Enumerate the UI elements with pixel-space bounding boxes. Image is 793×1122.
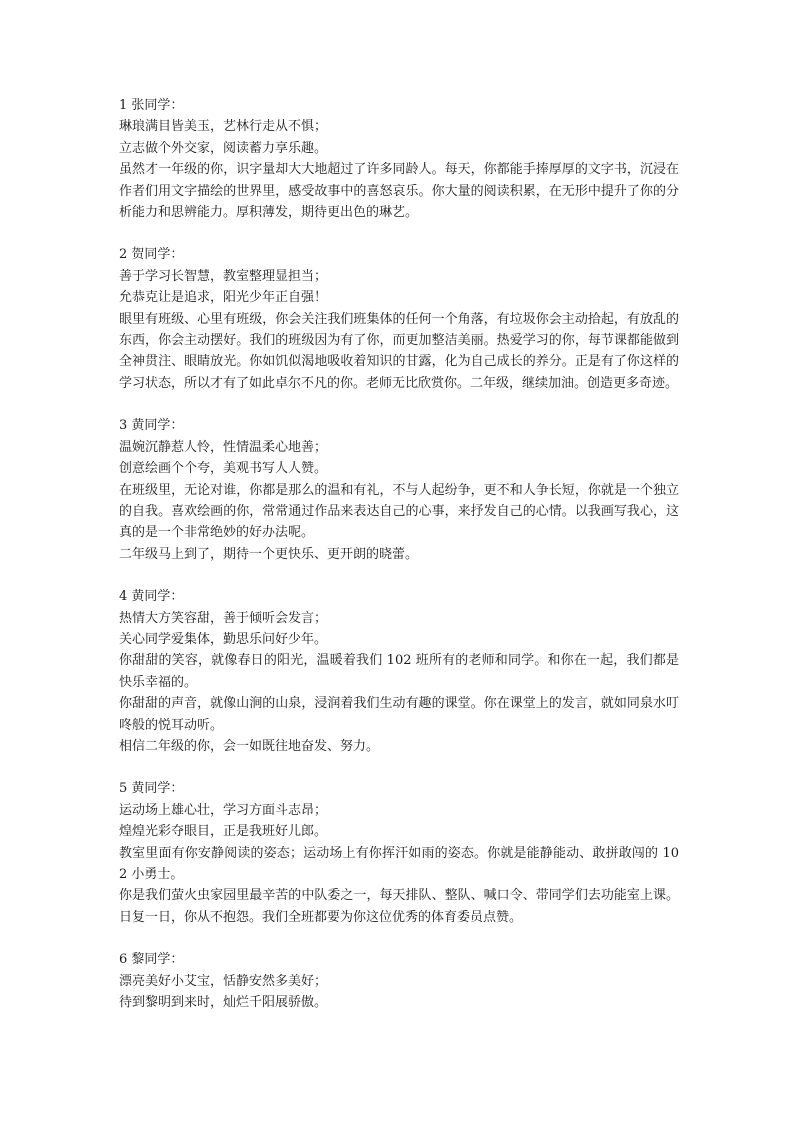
poem-line: 漂亮美好小艾宝，恬静安然多美好； — [119, 973, 328, 989]
poem-line: 运动场上雄心壮，学习方面斗志昂； — [119, 802, 328, 818]
student-heading: 2 贺同学： — [119, 247, 184, 263]
poem-line: 关心同学爱集体，勤思乐问好少年。 — [119, 631, 328, 647]
comment-paragraph: 相信二年级的你，会一如既往地奋发、努力。 — [119, 738, 380, 754]
comment-paragraph: 虽然才一年级的你，识字量却大大地超过了许多同龄人。每天，你都能手捧厚厚的文字书，沉浸在作者们用文字描绘的世界里，感受故事中的喜怒哀乐。你大量的阅读积累，在无形中提升了你的分析能力和思辨能力。厚积薄发，期待更出色的琳艺。 — [119, 162, 679, 221]
comment-section-4 — [119, 586, 679, 757]
comment-paragraph: 眼里有班级、心里有班级，你会关注我们班集体的任何一个角落，有垃圾你会主动拾起，有放乱的东西，你会主动摆好。我们的班级因为有了你，而更加整洁美丽。热爱学习的你，每节课都能做到全神贯注、眼睛放光。你如饥似渴地吸收着知识的甘露，化为自己成长的养分。正是有了你这样的学习状态，所以才有了如此卓尔不凡的你。老师无比欣赏你。二年级，继续加油。创造更多奇迹。 — [119, 311, 679, 391]
comment-section-6 — [119, 949, 679, 1013]
comment-paragraph: 在班级里，无论对谁，你都是那么的温和有礼，不与人起纷争，更不和人争长短，你就是一个独立的自我。喜欢绘画的你，常常通过作品来表达自己的心事，来抒发自己的心情。以我画写我心，这真的是一个非常绝妙的好办法呢。 — [119, 482, 679, 541]
poem-line: 琳琅满目皆美玉，艺林行走从不惧； — [119, 119, 328, 135]
comment-paragraph: 你甜甜的笑容，就像春日的阳光，温暖着我们 102 班所有的老师和同学。和你在一起，我们都是快乐幸福的。 — [119, 653, 679, 690]
poem-line: 创意绘画个个夸，美观书写人人赞。 — [119, 461, 328, 477]
poem-line: 善于学习长智慧，教室整理显担当； — [119, 268, 328, 284]
comment-section-2 — [119, 244, 679, 394]
comment-section-5 — [119, 778, 679, 928]
student-heading: 6 黎同学： — [119, 952, 184, 968]
poem-line: 煌煌光彩夺眼目，正是我班好儿郎。 — [119, 824, 328, 840]
poem-line: 立志做个外交家，阅读蓄力享乐趣。 — [119, 140, 328, 156]
poem-line: 温婉沉静惹人怜，性情温柔心地善； — [119, 439, 328, 455]
comment-section-1 — [119, 95, 679, 223]
poem-line: 热情大方笑容甜，善于倾听会发言； — [119, 610, 328, 626]
poem-line: 允恭克让是追求，阳光少年正自强！ — [119, 290, 328, 306]
comment-paragraph: 二年级马上到了，期待一个更快乐、更开朗的晓蕾。 — [119, 546, 419, 562]
poem-line: 待到黎明到来时，灿烂千阳展骄傲。 — [119, 995, 328, 1011]
student-heading: 5 黄同学： — [119, 781, 184, 797]
comment-paragraph: 你甜甜的声音，就像山涧的山泉，浸润着我们生动有趣的课堂。你在课堂上的发言，就如同泉水叮咚般的悦耳动听。 — [119, 696, 679, 733]
student-heading: 1 张同学： — [119, 98, 184, 113]
student-heading: 4 黄同学： — [119, 589, 184, 605]
comment-paragraph: 你是我们萤火虫家园里最辛苦的中队委之一，每天排队、整队、喊口令、带同学们去功能室上课。日复一日，你从不抱怨。我们全班都要为你这位优秀的体育委员点赞。 — [119, 888, 679, 925]
document-page — [119, 95, 679, 1034]
comment-paragraph: 教室里面有你安静阅读的姿态；运动场上有你挥汗如雨的姿态。你就是能静能动、敢拼敢闯的 102 小勇士。 — [119, 845, 679, 882]
student-heading: 3 黄同学： — [119, 418, 184, 434]
comment-section-3 — [119, 415, 679, 565]
